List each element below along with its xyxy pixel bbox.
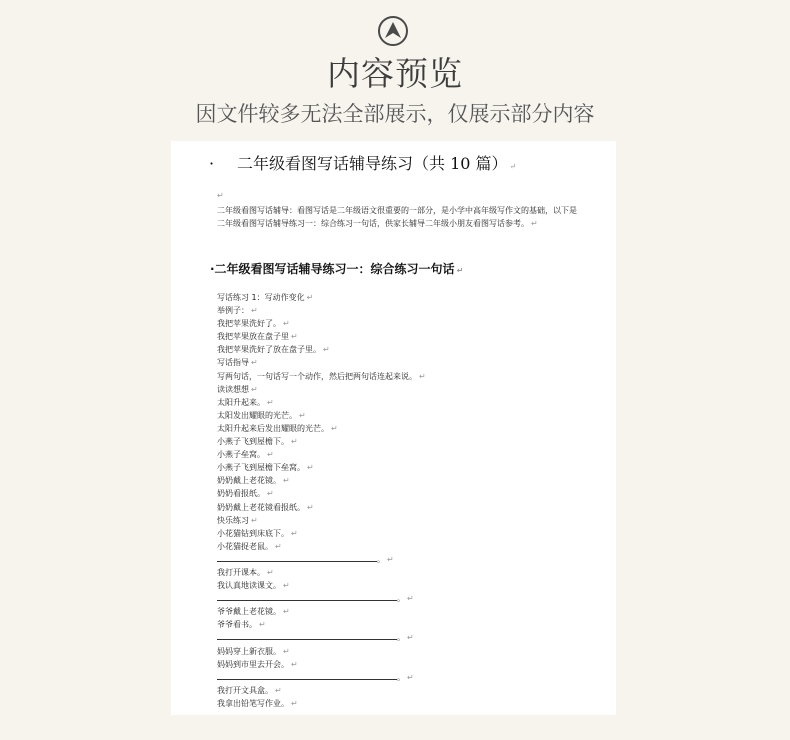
paragraph-mark: ↵	[283, 581, 290, 591]
paragraph-mark: ↵	[323, 345, 330, 355]
paragraph-mark: ↵	[456, 266, 464, 275]
document-line	[217, 566, 597, 579]
paragraph-mark: ↵	[307, 502, 314, 512]
line-text: 快乐练习	[217, 515, 249, 525]
paragraph-mark: ↵	[267, 489, 274, 499]
paragraph-mark: ↵	[306, 293, 314, 302]
section-heading-text: ·二年级看图写话辅导练习一：综合练习一句话	[210, 262, 455, 276]
document-line	[217, 317, 597, 330]
document-line	[217, 409, 597, 422]
paragraph-mark: ↵	[275, 685, 282, 695]
blank-suffix: 。	[397, 672, 405, 682]
paragraph-mark: ↵	[283, 607, 290, 617]
document-line	[217, 422, 597, 435]
line-text: 我把苹果洗好了。	[217, 319, 281, 329]
paragraph-mark: ↵	[283, 476, 290, 486]
paragraph-mark: ↵	[291, 659, 298, 669]
paragraph-mark: ↵	[283, 319, 290, 329]
line-text: 我把苹果放在盘子里	[217, 332, 289, 342]
document-intro	[217, 205, 577, 230]
paragraph-mark: ↵	[259, 620, 266, 630]
paragraph-mark: ↵	[275, 541, 282, 551]
line-text: 小花猫钻到床底下。	[217, 528, 289, 538]
document-title	[209, 151, 516, 174]
fill-in-blank-line	[217, 592, 597, 605]
page-subtitle: 因文件较多无法全部展示，仅展示部分内容	[195, 102, 595, 126]
document-line	[217, 579, 597, 592]
line-text: 写话指导	[217, 358, 249, 368]
document-line	[217, 383, 597, 396]
blank-underline	[217, 632, 397, 640]
line-text: 小燕子飞到屋檐下。	[217, 437, 289, 447]
line-text: 举例子：	[217, 306, 249, 316]
document-line	[217, 435, 597, 448]
line-text: 小燕子垒窝。	[217, 450, 265, 460]
document-line	[217, 330, 597, 343]
line-text: 太阳升起来后发出耀眼的光芒。	[217, 423, 329, 433]
fill-in-blank-line	[217, 671, 597, 684]
document-line	[217, 514, 597, 527]
document-lines	[217, 291, 597, 710]
paragraph-mark: ↵	[283, 646, 290, 656]
document-line	[217, 487, 597, 500]
blank-suffix: 。	[377, 554, 385, 564]
line-text: 奶奶看报纸。	[217, 489, 265, 499]
paragraph-mark: ↵	[291, 437, 298, 447]
paragraph-mark: ↵	[407, 594, 414, 604]
document-line	[217, 461, 597, 474]
paragraph-mark: ↵	[407, 633, 414, 643]
blank-underline	[217, 554, 377, 562]
paragraph-mark: ↵	[387, 554, 394, 564]
document-line	[217, 658, 597, 671]
line-text: 奶奶戴上老花镜。	[217, 476, 281, 486]
document-line	[217, 396, 597, 409]
document-line	[217, 304, 597, 317]
paragraph-mark: ↵	[251, 384, 258, 394]
line-text: 读读想想	[217, 384, 249, 394]
document-line	[217, 527, 597, 540]
line-text: 我打开文具盒。	[217, 685, 273, 695]
line-text: 小花猫捉老鼠。	[217, 541, 273, 551]
paragraph-mark: ↵	[291, 332, 298, 342]
paragraph-mark: ↵	[251, 515, 258, 525]
paragraph-mark: ↵	[251, 306, 258, 316]
paragraph-mark: ↵	[291, 528, 298, 538]
document-line	[217, 343, 597, 356]
line-text: 我认真地读课文。	[217, 581, 281, 591]
document-line	[217, 291, 597, 304]
line-text: 太阳升起来。	[217, 397, 265, 407]
paragraph-mark: ↵	[407, 672, 414, 682]
line-text: 我拿出铅笔写作业。	[217, 698, 289, 708]
document-line	[217, 684, 597, 697]
document-line	[217, 618, 597, 631]
document-preview	[171, 141, 616, 715]
document-line	[217, 697, 597, 710]
paragraph-mark: ↵	[267, 450, 274, 460]
line-text: 太阳发出耀眼的光芒。	[217, 410, 297, 420]
paragraph-mark: ↵	[419, 371, 426, 381]
paragraph-mark: ↵	[531, 218, 538, 228]
paragraph-mark: ↵	[251, 358, 258, 368]
title-bullet: ·	[209, 154, 215, 173]
line-text: 我把苹果洗好了放在盘子里。	[217, 345, 321, 355]
line-text: 爷爷戴上老花镜。	[217, 607, 281, 617]
paragraph-mark: ↵	[509, 162, 517, 171]
line-text: 妈妈到市里去开会。	[217, 659, 289, 669]
document-line	[217, 356, 597, 369]
line-text: 爷爷看书。	[217, 620, 257, 630]
line-text: 奶奶戴上老花镜看报纸。	[217, 502, 305, 512]
preview-header	[0, 0, 790, 140]
line-text: 妈妈穿上新衣服。	[217, 646, 281, 656]
document-line	[217, 645, 597, 658]
document-line	[217, 605, 597, 618]
section-heading	[210, 260, 463, 277]
up-arrow-circle-icon	[378, 16, 408, 46]
paragraph-mark: ↵	[291, 698, 298, 708]
paragraph-mark: ↵	[217, 191, 224, 200]
document-line	[217, 448, 597, 461]
paragraph-mark: ↵	[267, 567, 274, 577]
fill-in-blank-line	[217, 631, 597, 644]
blank-underline	[217, 672, 397, 680]
document-line	[217, 540, 597, 553]
paragraph-mark: ↵	[331, 423, 338, 433]
paragraph-mark: ↵	[307, 463, 314, 473]
intro-text: 二年级看图写话辅导：看图写话是二年级语文很重要的一部分，是小学中高年级写作文的基础，以下是二年级看图写话辅导练习一：综合练习一句话，供家长辅导二年级小朋友看图写话参考。	[217, 206, 577, 228]
document-line	[217, 370, 597, 383]
paragraph-mark: ↵	[267, 397, 274, 407]
blank-suffix: 。	[397, 594, 405, 604]
document-line	[217, 474, 597, 487]
paragraph-mark: ↵	[299, 410, 306, 420]
document-line	[217, 501, 597, 514]
blank-underline	[217, 593, 397, 601]
line-text: 写两句话，一句话写一个动作，然后把两句话连起来说。	[217, 371, 417, 381]
fill-in-blank-line	[217, 553, 597, 566]
line-text: 写话练习 1：写动作变化	[217, 293, 305, 302]
document-title-text: 二年级看图写话辅导练习（共 10 篇）	[237, 154, 508, 173]
blank-suffix: 。	[397, 633, 405, 643]
page-title: 内容预览	[327, 54, 463, 93]
line-text: 我打开课本。	[217, 567, 265, 577]
line-text: 小燕子飞到屋檐下垒窝。	[217, 463, 305, 473]
